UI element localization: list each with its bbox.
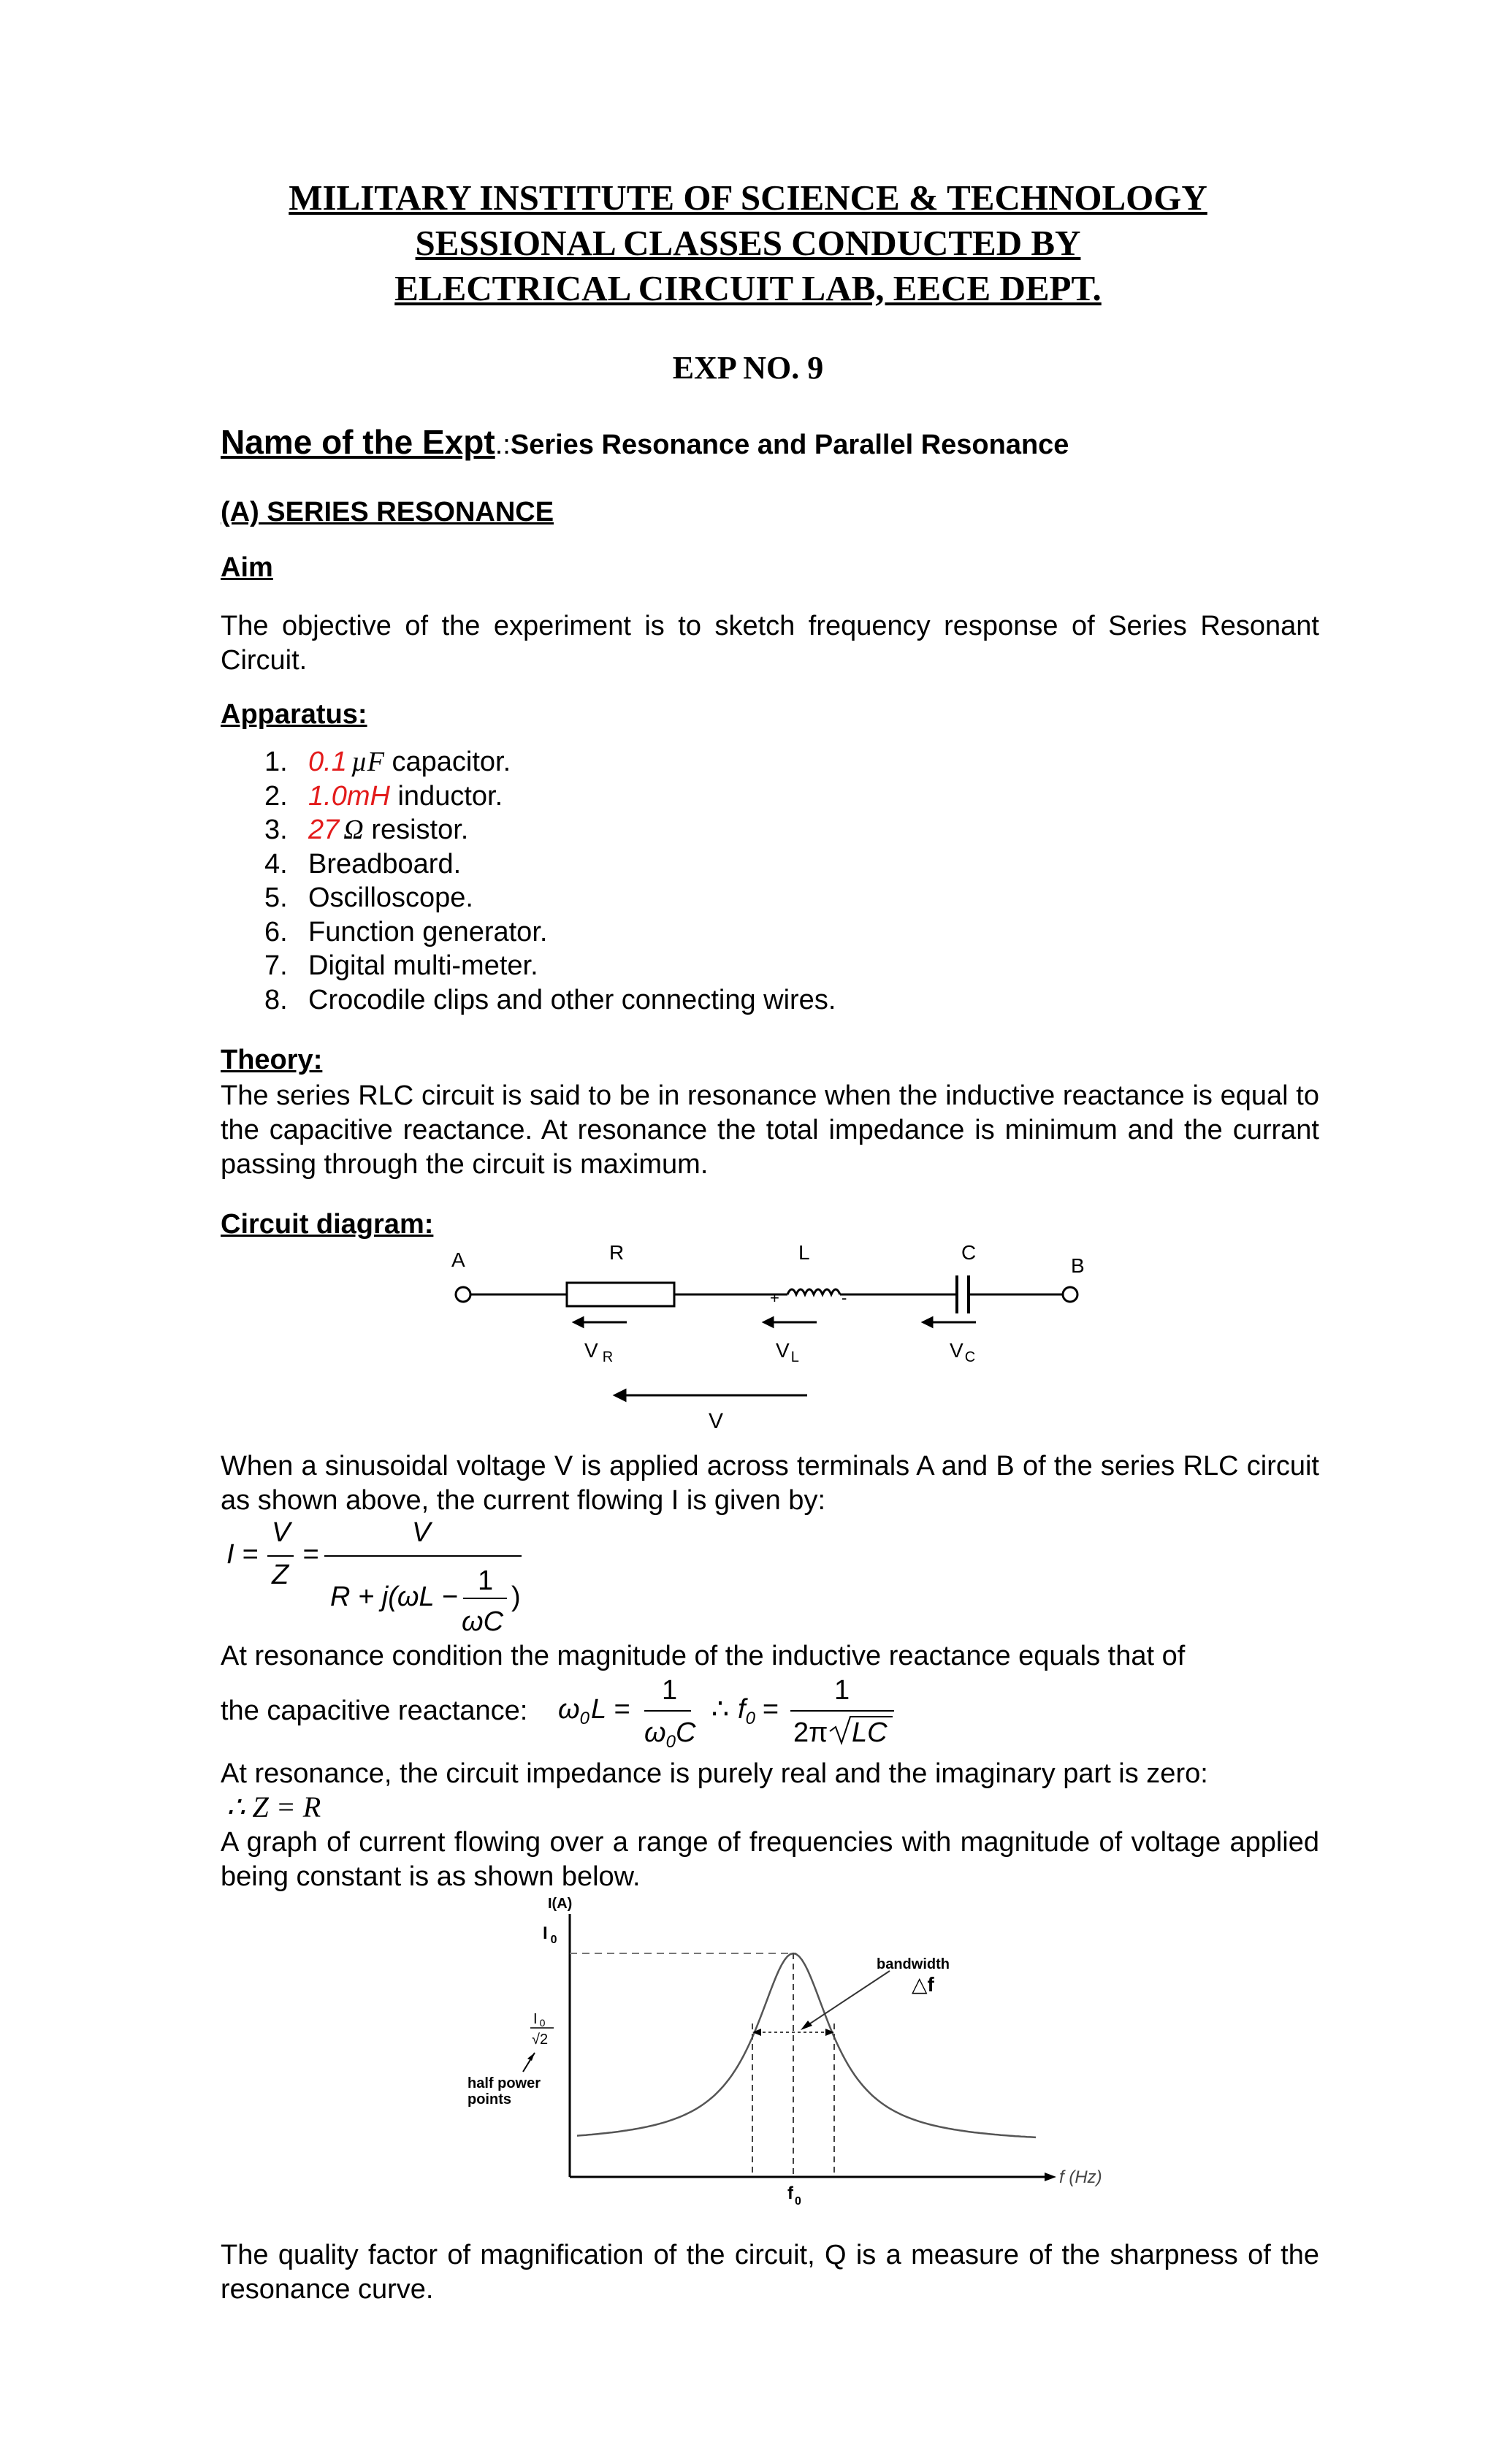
apparatus-item (221, 813, 836, 847)
svg-text:ωC: ωC (462, 1606, 504, 1637)
experiment-name-line (221, 420, 1319, 467)
label-vr: V $_R$ (584, 1339, 614, 1365)
svg-text:1: 1 (478, 1565, 494, 1596)
svg-text:ω0C: $\omega_0C$ (644, 1717, 696, 1752)
apparatus-number: 4. (264, 848, 288, 880)
graph-paragraph: A graph of current flowing over a range of frequencies with magnitude of voltage applied being constant is as shown below. (221, 1827, 1319, 1892)
svg-text:R + j(ωL −: R + j(ωL − (330, 1582, 458, 1612)
apparatus-text: inductor. (389, 780, 503, 812)
label-r: R (609, 1241, 625, 1264)
apparatus-item (221, 847, 836, 882)
apparatus-number: 6. (264, 916, 288, 947)
resonance-paragraph-2: the capacitive reactance: (221, 1696, 528, 1726)
section-title: (A) SERIES RESONANCE (221, 497, 554, 527)
delta-f-label: △f (912, 1973, 934, 1996)
svg-text:=: = (302, 1539, 319, 1570)
svg-text:V: V (412, 1517, 431, 1548)
apparatus-item (221, 745, 836, 779)
y-axis-label: I(A) (548, 1896, 573, 1912)
apparatus-item (221, 881, 836, 915)
f0-label: f $_0$ (787, 2183, 801, 2208)
svg-text:f0=: $f_0$ = (738, 1694, 779, 1728)
resonance-curve (577, 1953, 1036, 2137)
apparatus-item (221, 983, 836, 1018)
apparatus-number: 2. (264, 780, 288, 812)
apparatus-value: 1.0mH (308, 780, 390, 812)
label-l: L (798, 1241, 810, 1264)
apparatus-value: 0.1 (308, 747, 347, 777)
theory-heading: Theory: (221, 1045, 323, 1075)
label-v: V (709, 1409, 724, 1433)
voltage-arrows (574, 1318, 976, 1400)
apparatus-text: Digital multi-meter. (308, 950, 538, 981)
apparatus-number: 8. (264, 984, 288, 1015)
bandwidth-label: bandwidth (877, 1956, 950, 1972)
apparatus-item (221, 949, 836, 983)
x-axis-label: f (Hz) (1059, 2167, 1102, 2187)
label-b: B (1071, 1254, 1085, 1277)
apparatus-value: 27 (308, 815, 340, 845)
svg-text:∴: ∴ (711, 1694, 730, 1725)
apparatus-number: 5. (264, 882, 288, 913)
current-equation (221, 1512, 557, 1658)
apparatus-text: Function generator. (308, 916, 548, 947)
inductor-minus: - (842, 1289, 847, 1307)
circuit-diagram (438, 1242, 1096, 1439)
label-vc: V $_C$ (950, 1339, 976, 1365)
terminal-b (1063, 1287, 1077, 1302)
experiment-name-label: Name of the Expt (221, 423, 495, 461)
apparatus-text: Oscilloscope. (308, 882, 473, 913)
svg-text:LC: LC (852, 1717, 888, 1748)
i0-label: I $_0$ (543, 1923, 557, 1946)
experiment-number: EXP NO. 9 (672, 350, 824, 386)
half-power-label-1: half power (468, 2075, 541, 2091)
label-c: C (961, 1241, 977, 1264)
i0-over-root2-num: I $_0$ (533, 2011, 546, 2029)
theory-text: The series RLC circuit is said to be in resonance when the inductive reactance is equal to the capacitive reactance. At resonance the total impedance is minimum and the currant passing through the circuit is maximum. (221, 1080, 1319, 1180)
svg-text:1: 1 (662, 1675, 678, 1706)
imaginary-paragraph: At resonance, the circuit impedance is purely real and the imaginary part is zero: (221, 1758, 1208, 1789)
apparatus-text: resistor. (363, 815, 469, 845)
z-equals-r: ∴ Z = R (226, 1790, 321, 1823)
circuit-heading: Circuit diagram: (221, 1209, 434, 1240)
aim-heading: Aim (221, 552, 273, 583)
terminal-a (456, 1287, 470, 1302)
apparatus-item (221, 779, 836, 814)
label-vl: V $_L$ (776, 1339, 799, 1365)
sinusoidal-paragraph: When a sinusoidal voltage V is applied across terminals A and B of the series RLC circuit as shown above, the current flowing I is given by: (221, 1451, 1319, 1516)
experiment-name-value: Series Resonance and Parallel Resonance (510, 430, 1069, 460)
half-power-label-2: points (468, 2091, 511, 2108)
i0-over-root2-den: √2 (532, 2032, 549, 2048)
apparatus-number: 3. (264, 815, 288, 845)
resonance-curve-graph (453, 1892, 1102, 2221)
aim-text: The objective of the experiment is to sketch frequency response of Series Resonant Circuit. (221, 611, 1319, 676)
svg-text:ω0L =: $\omega_0L$ = (558, 1694, 630, 1728)
apparatus-number: 1. (264, 747, 288, 777)
svg-text:I =: I = (226, 1539, 259, 1570)
apparatus-heading: Apparatus: (221, 699, 367, 730)
resistor-symbol (567, 1283, 674, 1306)
svg-text:): ) (511, 1582, 521, 1612)
apparatus-item (221, 915, 836, 950)
svg-text:1: 1 (834, 1675, 850, 1706)
sessional-title: SESSIONAL CLASSES CONDUCTED BY (415, 223, 1081, 263)
apparatus-unit: µF (351, 747, 384, 777)
institute-title: MILITARY INSTITUTE OF SCIENCE & TECHNOLOGY (289, 178, 1207, 218)
lab-title: ELECTRICAL CIRCUIT LAB, EECE DEPT. (394, 268, 1102, 308)
apparatus-list (221, 745, 836, 1017)
resonance-paragraph: At resonance condition the magnitude of the inductive reactance equals that of (221, 1641, 1186, 1671)
label-a: A (451, 1248, 465, 1271)
apparatus-number: 7. (264, 950, 288, 981)
quality-factor-paragraph: The quality factor of magnification of the circuit, Q is a measure of the sharpness of the resonance curve. (221, 2240, 1319, 2305)
apparatus-unit: Ω (343, 815, 364, 845)
svg-text:2π: 2π (793, 1717, 828, 1748)
inductor-plus: + (770, 1289, 779, 1307)
svg-text:V: V (272, 1517, 291, 1548)
apparatus-text: capacitor. (383, 747, 511, 777)
apparatus-text: Breadboard. (308, 848, 462, 880)
resonance-equation (555, 1673, 906, 1761)
inductor-symbol (787, 1289, 840, 1294)
apparatus-text: Crocodile clips and other connecting wires. (308, 984, 836, 1015)
experiment-name-sep: .: (495, 430, 511, 460)
svg-text:Z: Z (272, 1560, 289, 1590)
